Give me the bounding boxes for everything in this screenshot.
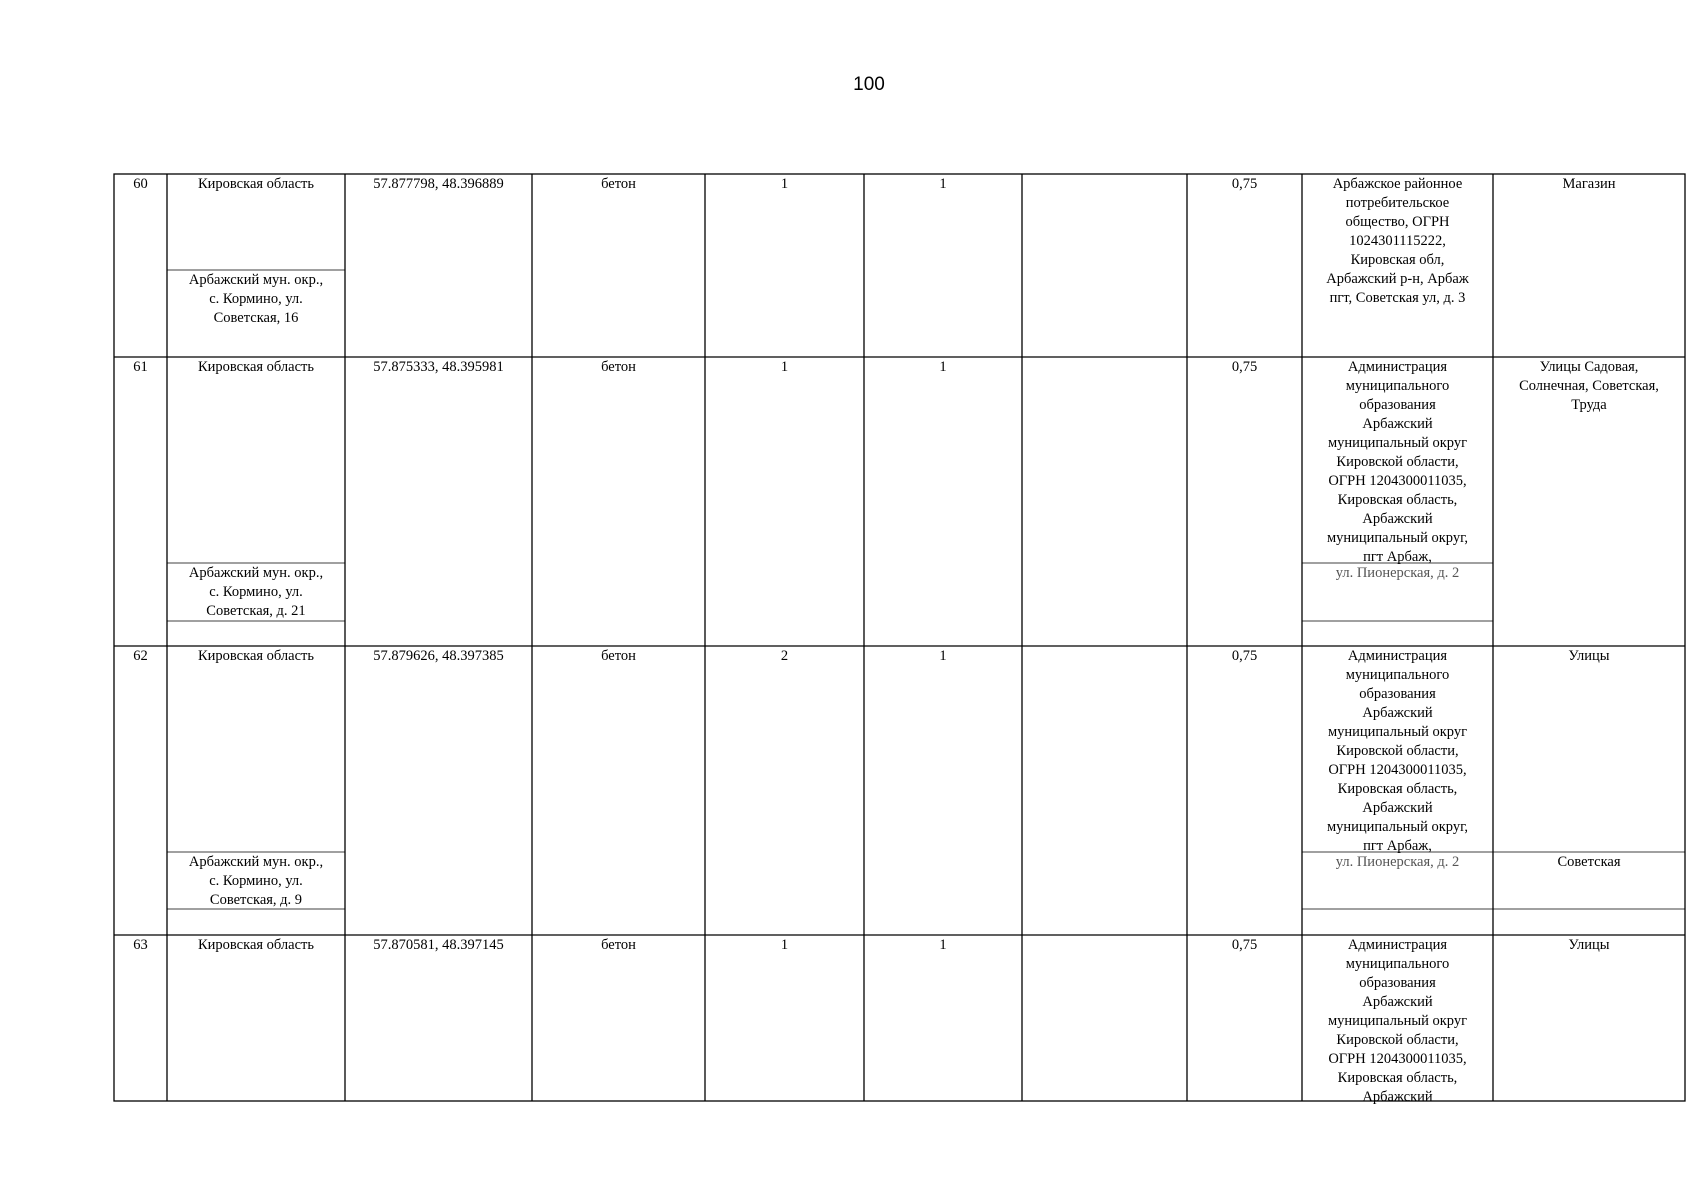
page-number: 100 — [853, 74, 885, 95]
material-cell: бетон — [601, 937, 636, 953]
count-a-cell: 1 — [780, 176, 789, 192]
value-cell: 0,75 — [1231, 359, 1258, 375]
row-number: 61 — [133, 359, 148, 375]
owner-line: образования — [1359, 397, 1436, 413]
region-cell: Кировская область — [197, 176, 314, 192]
address-line: с. Кормино, ул. — [209, 873, 303, 889]
coordinates-cell: 57.877798, 48.396889 — [373, 176, 504, 192]
material-cell: бетон — [601, 176, 636, 192]
material-cell: бетон — [601, 648, 636, 664]
region-cell: Кировская область — [197, 648, 314, 664]
region-cell: Кировская область — [197, 359, 314, 375]
owner-line: ОГРН 1204300011035, — [1328, 1051, 1467, 1067]
owner-line: потребительское — [1345, 195, 1450, 211]
owner-line: Арбажский — [1362, 800, 1433, 816]
owner-line: Арбажское районное — [1332, 176, 1463, 192]
owner-line: Арбажский — [1362, 1089, 1433, 1105]
count-b-cell: 1 — [939, 648, 947, 664]
count-a-cell: 1 — [780, 937, 789, 953]
owner-line: пгт Арбаж, — [1363, 549, 1432, 565]
count-b-cell: 1 — [939, 359, 947, 375]
owner-line: Кировская область, — [1337, 781, 1458, 797]
owner-line: Кировской области, — [1336, 454, 1459, 470]
address-line: с. Кормино, ул. — [209, 291, 303, 307]
owner-line: ОГРН 1204300011035, — [1328, 762, 1467, 778]
count-b-cell: 1 — [939, 176, 947, 192]
row-number: 60 — [133, 176, 148, 192]
coordinates-cell: 57.879626, 48.397385 — [373, 648, 504, 664]
address-line: Арбажский мун. окр., — [188, 272, 324, 288]
source-tail-line: Советская — [1557, 854, 1621, 870]
owner-line: муниципальный округ, — [1326, 819, 1469, 835]
source-line: Магазин — [1562, 176, 1616, 192]
source-line: Солнечная, Советская, — [1519, 378, 1659, 394]
address-line: Арбажский мун. окр., — [188, 854, 324, 870]
coordinates-cell: 57.875333, 48.395981 — [373, 359, 504, 375]
owner-line: Арбажский р-н, Арбаж — [1326, 271, 1469, 287]
owner-line: Кировская обл, — [1350, 252, 1445, 268]
owner-line: Арбажский — [1362, 994, 1433, 1010]
address-line: Арбажский мун. окр., — [188, 565, 324, 581]
owner-line: ОГРН 1204300011035, — [1328, 473, 1467, 489]
value-cell: 0,75 — [1231, 176, 1258, 192]
source-line: Улицы — [1568, 937, 1610, 953]
owner-line: 1024301115222, — [1349, 233, 1446, 249]
owner-line: Кировская область, — [1337, 1070, 1458, 1086]
row-number: 62 — [133, 648, 148, 664]
source-line: Улицы — [1568, 648, 1610, 664]
owner-line: Кировской области, — [1336, 1032, 1459, 1048]
coordinates-cell: 57.870581, 48.397145 — [373, 937, 504, 953]
owner-line: пгт Арбаж, — [1363, 838, 1432, 854]
owner-line: Администрация — [1347, 648, 1448, 664]
source-line: Улицы Садовая, — [1539, 359, 1639, 375]
owner-tail-line: ул. Пионерская, д. 2 — [1335, 854, 1460, 870]
owner-line: Кировской области, — [1336, 743, 1459, 759]
address-line: с. Кормино, ул. — [209, 584, 303, 600]
address-line: Советская, д. 21 — [206, 603, 306, 619]
owner-line: образования — [1359, 975, 1436, 991]
count-a-cell: 2 — [780, 648, 789, 664]
value-cell: 0,75 — [1231, 937, 1258, 953]
address-line: Советская, д. 9 — [209, 892, 303, 908]
owner-line: муниципального — [1345, 378, 1450, 394]
region-cell: Кировская область — [197, 937, 314, 953]
owner-line: Арбажский — [1362, 705, 1433, 721]
owner-line: Арбажский — [1362, 511, 1433, 527]
owner-line: муниципального — [1345, 956, 1450, 972]
count-a-cell: 1 — [780, 359, 789, 375]
owner-line: образования — [1359, 686, 1436, 702]
owner-line: Администрация — [1347, 359, 1448, 375]
owner-line: пгт, Советская ул, д. 3 — [1329, 290, 1466, 306]
owner-line: общество, ОГРН — [1345, 214, 1450, 230]
owner-line: муниципальный округ — [1327, 724, 1468, 740]
address-line: Советская, 16 — [213, 310, 299, 326]
owner-line: муниципальный округ — [1327, 435, 1468, 451]
owner-line: Администрация — [1347, 937, 1448, 953]
count-b-cell: 1 — [939, 937, 947, 953]
value-cell: 0,75 — [1231, 648, 1258, 664]
material-cell: бетон — [601, 359, 636, 375]
owner-line: муниципальный округ — [1327, 1013, 1468, 1029]
row-number: 63 — [133, 937, 148, 953]
owner-line: Арбажский — [1362, 416, 1433, 432]
owner-line: муниципальный округ, — [1326, 530, 1469, 546]
source-line: Труда — [1571, 397, 1607, 413]
owner-line: Кировская область, — [1337, 492, 1458, 508]
owner-line: муниципального — [1345, 667, 1450, 683]
owner-tail-line: ул. Пионерская, д. 2 — [1335, 565, 1460, 581]
